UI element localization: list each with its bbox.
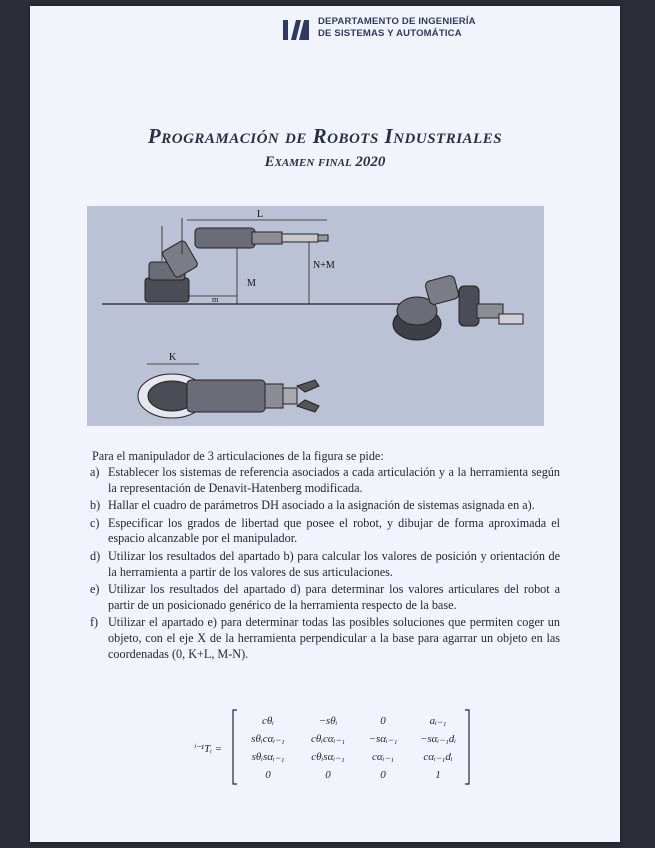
question-text: Utilizar los resultados del apartado b) para calcular los valores de posición y orientación de la herramienta a partir de los valores de sus articulaciones. — [108, 548, 560, 579]
robot-figure — [87, 206, 544, 426]
question-text: Especificar los grados de libertad que posee el robot, y dibujar de forma aproximada el espacio alcanzable por el manipulador. — [108, 515, 560, 546]
department-name — [318, 16, 476, 40]
dh-matrix — [193, 706, 473, 788]
question-label: b) — [90, 498, 101, 513]
question-e — [90, 582, 560, 613]
svg-text:M: M — [247, 278, 256, 289]
matrix-cell: cαᵢ₋₁dᵢ — [423, 751, 453, 763]
question-a — [90, 465, 560, 496]
exam-title: Programación de Robots Industriales — [147, 124, 503, 148]
matrix-cell: sθᵢsαᵢ₋₁ — [251, 751, 285, 763]
question-label: d) — [90, 548, 101, 563]
exam-subtitle: Examen final 2020 — [264, 154, 386, 170]
question-label: a) — [90, 465, 100, 479]
question-label: e) — [90, 582, 100, 597]
matrix-cell: 1 — [435, 769, 441, 781]
question-f — [90, 615, 560, 662]
department-line-2: DE SISTEMAS Y AUTOMÁTICA — [318, 28, 462, 39]
matrix-cell: cθᵢcαᵢ₋₁ — [310, 733, 346, 745]
matrix-cell: 0 — [380, 715, 386, 727]
matrix-cell: cθᵢsαᵢ₋₁ — [311, 751, 345, 763]
question-text: Utilizar el apartado e) para determinar todas las posibles soluciones que permiten coger un objeto, con el eje X de la herramienta perpendicular a la base para agarrar un objeto en las coordenadas (0, K+L, M-N). — [108, 615, 560, 661]
matrix-cell: −sαᵢ₋₁ — [368, 733, 398, 745]
right-bracket — [465, 710, 469, 784]
left-bracket — [233, 710, 237, 784]
department-line-1: DEPARTAMENTO DE INGENIERÍA — [318, 16, 476, 27]
matrix-cell: −sαᵢ₋₁dᵢ — [419, 733, 457, 745]
matrix-cell: cαᵢ₋₁ — [371, 751, 395, 763]
question-label: c) — [90, 515, 100, 530]
matrix-cell: 0 — [265, 769, 271, 781]
svg-text:m: m — [212, 295, 219, 304]
question-text: Utilizar los resultados del apartado d) para determinar los valores articulares del robot a partir de un posicionado genérico de la herramienta respecto de la base. — [108, 582, 560, 612]
question-text: Establecer los sistemas de referencia asociados a cada articulación y a la herramienta según la representación de Denavit-Hatenberg modificada. — [108, 465, 560, 495]
question-list — [90, 465, 560, 664]
matrix-cell: sθᵢcαᵢ₋₁ — [251, 733, 285, 745]
question-b — [90, 498, 560, 514]
matrix-cell: cθᵢ — [261, 715, 275, 727]
matrix-cell: 0 — [325, 769, 331, 781]
question-c — [90, 516, 560, 547]
svg-text:L: L — [257, 209, 264, 220]
svg-text:K: K — [169, 352, 177, 363]
isa-logo — [282, 18, 312, 42]
exam-sheet — [30, 6, 620, 842]
matrix-lhs: ⁱ⁻¹Tᵢ = — [193, 743, 223, 755]
question-d — [90, 549, 560, 580]
svg-text:N+M: N+M — [313, 260, 335, 271]
matrix-cell: −sθᵢ — [318, 715, 338, 727]
matrix-cell: 0 — [380, 769, 386, 781]
question-label: f) — [90, 615, 99, 630]
question-text: Hallar el cuadro de parámetros DH asociado a la asignación de sistemas asignada en a). — [108, 498, 535, 513]
matrix-cell: aᵢ₋₁ — [429, 715, 447, 727]
problem-intro: Para el manipulador de 3 articulaciones de la figura se pide: — [92, 449, 384, 463]
